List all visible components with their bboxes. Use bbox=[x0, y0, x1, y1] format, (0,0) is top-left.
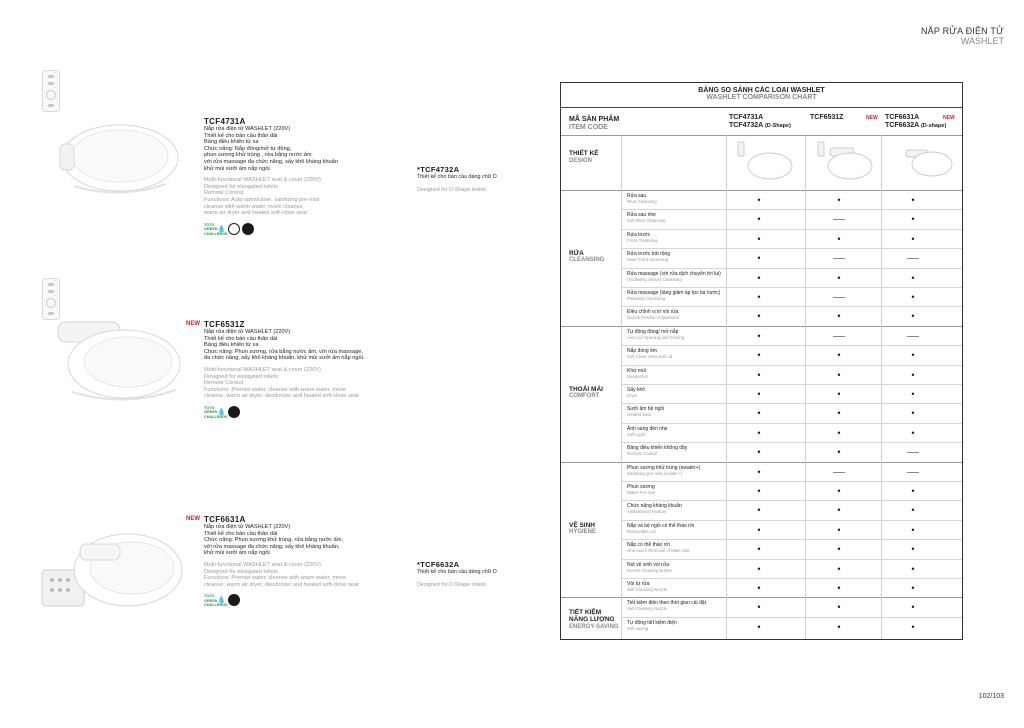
feature-name-vi: Sưởi ấm bệ ngồi bbox=[627, 406, 665, 413]
product-description-vi bbox=[204, 126, 384, 172]
feature-available-dot: • bbox=[757, 505, 761, 516]
column-code-2: TCF6632A bbox=[885, 122, 919, 129]
feature-available-dot: • bbox=[757, 272, 761, 283]
category-name-en: HYGIENE bbox=[569, 529, 597, 536]
category-label bbox=[569, 250, 621, 265]
desc-line: Bảng điều khiển từ xa bbox=[204, 342, 259, 349]
feature-name-vi: Khử mùi bbox=[627, 367, 646, 374]
product-code: TCF6631A bbox=[204, 515, 246, 524]
washlet-thumbnail bbox=[896, 140, 956, 184]
feature-label bbox=[627, 426, 732, 437]
page-header bbox=[921, 26, 1004, 46]
feature-name-vi: Rửa sau bbox=[627, 193, 647, 199]
row-divider bbox=[621, 559, 962, 560]
feature-name-en: Heated Seat bbox=[627, 412, 651, 418]
remote-control-image bbox=[42, 70, 60, 112]
column-suffix: (D-Shape) bbox=[764, 123, 791, 129]
auto-lid-icon bbox=[228, 594, 240, 606]
feature-available-dot: • bbox=[757, 408, 761, 419]
feature-name-vi: Vòi tự rửa bbox=[627, 581, 650, 587]
green-challenge-logo: TOTO GREEN CHALLENGE bbox=[204, 222, 228, 236]
feature-available-dot: • bbox=[837, 563, 841, 574]
desc-line: Nắp rửa điện tử WASHLET (220V) bbox=[204, 524, 291, 530]
row-divider bbox=[621, 500, 962, 501]
new-badge: NEW bbox=[186, 321, 200, 327]
d-shape-code: *TCF4732A bbox=[417, 165, 460, 174]
feature-available-dot: • bbox=[757, 427, 761, 438]
d-shape-code: *TCF6632A bbox=[417, 560, 460, 569]
desc-line: Thiết kế cho bàn cầu thân dài bbox=[204, 132, 278, 139]
desc-line: cleanse, warm air dryer, deodorizer and heated soft-close seat bbox=[204, 393, 359, 400]
desc-line: Nắp rửa điện tử WASHLET (220V) bbox=[204, 126, 291, 132]
chart-title-vi: BẢNG SO SÁNH CÁC LOẠI WASHLET bbox=[698, 87, 825, 94]
feature-available-dot: • bbox=[757, 369, 761, 380]
auto-lid-icon bbox=[242, 223, 254, 235]
feature-available-dot: • bbox=[911, 195, 915, 205]
category-name-vi: VỆ SINH bbox=[569, 521, 596, 529]
desc-line: phun sương khử trùng , rửa bằng nước ấm bbox=[204, 152, 312, 159]
product-description-en bbox=[204, 562, 384, 588]
feature-available-dot: • bbox=[757, 389, 761, 399]
desc-line: Multi-functional WASHLET seat & cover (220V) bbox=[204, 561, 321, 568]
row-divider bbox=[621, 306, 962, 307]
feature-label bbox=[627, 232, 732, 243]
green-challenge-logo: TOTO GREEN CHALLENGE bbox=[204, 594, 228, 608]
desc-line: khử mùi sưởi ấm nắp ngồi. bbox=[204, 165, 272, 172]
design-label-en: DESIGN bbox=[569, 157, 593, 164]
feature-name-vi: Nắp đóng êm bbox=[627, 348, 658, 355]
product-code: TCF6531Z bbox=[204, 320, 245, 329]
product-description-vi bbox=[204, 329, 384, 362]
d-shape-desc-vi: Thiết kế cho bàn cầu dáng chữ D bbox=[417, 174, 497, 180]
row-divider bbox=[621, 268, 962, 269]
feature-available-dot: • bbox=[757, 253, 761, 264]
chart-title-en: WASHLET COMPARISON CHART bbox=[706, 94, 817, 101]
feature-label bbox=[627, 523, 732, 534]
feature-name-vi: Nắp và bệ ngồi có thể tháo rời bbox=[627, 522, 695, 529]
chart-divider bbox=[561, 107, 962, 108]
desc-line: Designed for elongated toilets bbox=[204, 373, 279, 380]
feature-available-dot: • bbox=[757, 447, 761, 458]
feature-available-dot: • bbox=[911, 563, 915, 574]
feature-name-vi: Phun sương bbox=[627, 484, 655, 490]
row-divider bbox=[621, 481, 962, 482]
row-divider bbox=[621, 423, 962, 424]
feature-name-en: Wide Front Cleansing bbox=[627, 257, 669, 263]
feature-icons bbox=[204, 594, 384, 608]
desc-line: với rửa massage đa chức năng, sấy khô kháng khuẩn, bbox=[204, 543, 340, 550]
category-name-en: CLEANSING bbox=[569, 257, 605, 264]
new-badge: NEW bbox=[866, 115, 878, 121]
category-name-vi: TIẾT KIỆM NĂNG LƯỢNG bbox=[569, 608, 615, 624]
feature-available-dot: • bbox=[837, 369, 841, 380]
feature-label bbox=[627, 251, 732, 262]
feature-available-dot: • bbox=[837, 486, 841, 496]
desc-line: Chức năng: Phun sương, rửa bằng nước ấm, với rửa massage, bbox=[204, 348, 363, 355]
header-title-en: WASHLET bbox=[960, 36, 1004, 46]
feature-name-en: Front Cleansing bbox=[627, 237, 658, 243]
desc-line: Designed for elongated toilets bbox=[204, 568, 279, 575]
new-badge: NEW bbox=[943, 115, 955, 121]
feature-name-vi: Điều chỉnh vị trí vòi rửa bbox=[627, 309, 679, 316]
feature-name-vi: Rửa massage (tăng giảm áp lực tia nước) bbox=[627, 290, 721, 296]
feature-unavailable-dash bbox=[833, 472, 845, 473]
feature-available-dot: • bbox=[757, 311, 761, 322]
feature-available-dot: • bbox=[757, 563, 761, 574]
feature-available-dot: • bbox=[837, 389, 841, 399]
feature-available-dot: • bbox=[911, 583, 915, 593]
desc-line: khử mùi sưởi ấm nắp ngồi. bbox=[204, 550, 272, 557]
feature-available-dot: • bbox=[911, 408, 915, 419]
feature-name-vi: Chức năng kháng khuẩn bbox=[627, 503, 682, 510]
product-description-en bbox=[204, 367, 384, 400]
feature-name-vi: Bảng điều khiển không dây bbox=[627, 445, 688, 452]
row-divider bbox=[621, 539, 962, 540]
feature-name-vi: Ánh sáng đèn nhẹ bbox=[627, 425, 668, 432]
feature-label bbox=[627, 309, 732, 320]
feature-name-en: Soft Close Seat and Lid bbox=[627, 354, 673, 360]
product-description-en bbox=[204, 177, 384, 217]
feature-name-vi: Phun sương khử trùng (ewater+) bbox=[627, 464, 701, 471]
feature-available-dot: • bbox=[757, 486, 761, 496]
feature-name-en: Nozzle Cleaning Button bbox=[627, 567, 672, 573]
feature-name-en: Removable Lid bbox=[627, 528, 656, 534]
feature-label bbox=[627, 620, 732, 631]
item-code-vi: MÃ SẢN PHẨM bbox=[569, 116, 620, 123]
feature-name-en: Water Pre-mist bbox=[627, 490, 656, 495]
feature-available-dot: • bbox=[757, 583, 761, 593]
feature-unavailable-dash bbox=[907, 452, 919, 453]
feature-label bbox=[627, 271, 732, 282]
feature-name-en: Antibacterial Feature bbox=[627, 509, 667, 515]
column-header-3 bbox=[885, 114, 946, 130]
row-divider bbox=[621, 578, 962, 579]
feature-available-dot: • bbox=[837, 621, 841, 632]
category-label bbox=[569, 386, 621, 401]
desc-line: Bảng điều khiển từ xa bbox=[204, 139, 259, 146]
desc-line: warm air dryer and heated soft-close seat bbox=[204, 210, 307, 217]
feature-name-vi: Nút vệ sinh vòi rửa bbox=[627, 561, 669, 568]
category-name-en: ENERGY-SAVING bbox=[569, 623, 619, 630]
column-divider bbox=[726, 135, 727, 639]
page-number: 102/103 bbox=[978, 693, 1004, 700]
row-divider bbox=[621, 384, 962, 385]
feature-label bbox=[627, 484, 732, 495]
desc-line: Thiết kế cho bàn cầu thân dài bbox=[204, 335, 278, 342]
item-code-en: ITEM CODE bbox=[569, 124, 608, 131]
washlet-thumbnail bbox=[736, 140, 796, 184]
washlet-seat-image bbox=[54, 114, 184, 194]
feature-label bbox=[627, 212, 732, 223]
feature-unavailable-dash bbox=[907, 258, 919, 259]
item-code-label bbox=[569, 116, 619, 132]
design-label-vi: THIẾT KẾ bbox=[569, 150, 599, 157]
design-label bbox=[569, 150, 621, 165]
desc-line: Thiết kế cho bàn cầu thân dài bbox=[204, 530, 278, 537]
feature-available-dot: • bbox=[911, 311, 915, 322]
desc-line: cleanse with warm water, move cleanse, bbox=[204, 203, 305, 210]
feature-unavailable-dash bbox=[833, 219, 845, 220]
product-text bbox=[204, 515, 384, 608]
row-divider bbox=[621, 520, 962, 521]
auto-lid-icon bbox=[228, 406, 240, 418]
feature-name-en: Self-Cleaning Nozzle bbox=[627, 606, 668, 612]
green-challenge-logo: TOTO GREEN CHALLENGE bbox=[204, 405, 228, 419]
desc-line: Multi-functional WASHLET seat & cover (220V) bbox=[204, 366, 321, 373]
row-divider bbox=[621, 403, 962, 404]
water-drop-icon: 💧 bbox=[217, 225, 226, 233]
feature-label bbox=[627, 562, 732, 573]
feature-name-en: Remote Control bbox=[627, 451, 658, 457]
feature-label bbox=[627, 600, 732, 611]
column-code: TCF4731A bbox=[729, 114, 764, 121]
row-divider bbox=[621, 248, 962, 249]
feature-unavailable-dash bbox=[833, 297, 845, 298]
feature-available-dot: • bbox=[837, 408, 841, 419]
feature-available-dot: • bbox=[837, 524, 841, 535]
chart-title bbox=[561, 87, 962, 102]
column-divider bbox=[881, 135, 882, 639]
feature-name-vi: Nắp có thể tháo rời bbox=[627, 542, 670, 549]
feature-unavailable-dash bbox=[907, 336, 919, 337]
feature-label bbox=[627, 387, 732, 398]
feature-label bbox=[627, 503, 732, 514]
new-badge: NEW bbox=[186, 516, 200, 522]
feature-unavailable-dash bbox=[833, 336, 845, 337]
feature-label bbox=[627, 581, 732, 592]
column-header-1 bbox=[729, 114, 791, 130]
feature-available-dot: • bbox=[837, 272, 841, 283]
feature-available-dot: • bbox=[837, 583, 841, 593]
feature-label bbox=[627, 445, 732, 456]
feature-available-dot: • bbox=[911, 544, 915, 555]
feature-name-en: Self-Cleaning Nozzle bbox=[627, 587, 668, 592]
feature-label bbox=[627, 406, 732, 417]
category-label bbox=[569, 609, 621, 632]
comparison-chart bbox=[560, 82, 963, 640]
feature-available-dot: • bbox=[837, 233, 841, 244]
remote-control-image bbox=[42, 278, 60, 320]
desc-line: Designed for elongated toilets bbox=[204, 183, 279, 190]
washlet-seat-image bbox=[54, 316, 184, 402]
feature-available-dot: • bbox=[911, 524, 915, 535]
feature-available-dot: • bbox=[757, 214, 761, 225]
feature-name-vi: Tự động tiết kiệm điện bbox=[627, 619, 677, 626]
category-name-vi: RỬA bbox=[569, 249, 584, 257]
feature-available-dot: • bbox=[911, 389, 915, 399]
feature-name-en: Deodorizer bbox=[627, 373, 649, 379]
feature-unavailable-dash bbox=[833, 258, 845, 259]
feature-label bbox=[627, 368, 732, 379]
feature-name-vi: Tiết kiệm điện theo thời gian cài đặt bbox=[627, 600, 706, 607]
water-drop-icon: 💧 bbox=[217, 597, 226, 605]
feature-available-dot: • bbox=[911, 505, 915, 516]
feature-name-vi: Tự động đóng/ mở nắp bbox=[627, 328, 679, 335]
header-title-vi: NẮP RỬA ĐIỆN TỬ bbox=[920, 26, 1004, 36]
desc-line: Chức năng: Nắp đóng/mở tự động, bbox=[204, 145, 292, 152]
desc-line: Nắp rửa điện tử WASHLET (220V) bbox=[204, 329, 291, 335]
product-text bbox=[204, 320, 384, 420]
feature-name-en: One-touch Removal of Main Unit bbox=[627, 548, 690, 554]
feature-available-dot: • bbox=[757, 602, 761, 613]
row-divider bbox=[621, 287, 962, 288]
feature-icons bbox=[204, 406, 384, 420]
column-code: TCF6631A bbox=[885, 114, 920, 121]
feature-available-dot: • bbox=[837, 544, 841, 555]
feature-available-dot: • bbox=[911, 602, 915, 613]
feature-available-dot: • bbox=[757, 621, 761, 632]
column-code-2: TCF4732A bbox=[729, 122, 763, 129]
feature-name-en: Auto Lid Opening and Closing bbox=[627, 334, 685, 340]
desc-line: Remote Control bbox=[204, 380, 244, 387]
feature-name-en: Oscillating (Move) Cleansing bbox=[627, 276, 682, 282]
product-text bbox=[204, 117, 384, 237]
feature-name-vi: Rửa trước bbox=[627, 231, 651, 238]
feature-available-dot: • bbox=[757, 292, 761, 302]
feature-available-dot: • bbox=[757, 466, 761, 477]
washlet-thumbnail bbox=[816, 140, 876, 184]
feature-name-vi: Rửa massage (với rửa dịch chuyển tới lui) bbox=[627, 270, 721, 277]
feature-available-dot: • bbox=[837, 602, 841, 613]
desc-line: đa chức năng, sấy khô kháng khuẩn, khử mùi sưởi ấm nắp ngồi. bbox=[204, 355, 365, 362]
desc-line: với rửa massage đa chức năng, sấy khô kháng khuẩn bbox=[204, 158, 338, 165]
feature-icons bbox=[204, 223, 384, 237]
feature-available-dot: • bbox=[911, 350, 915, 361]
desc-line: cleanse, warm air dryer, deodorizer and heated soft-close seat bbox=[204, 581, 359, 588]
desc-line: Functions: Premist water, cleanse with warm water, move bbox=[204, 386, 347, 393]
feature-available-dot: • bbox=[911, 292, 915, 302]
d-shape-variant bbox=[417, 560, 537, 588]
d-shape-variant bbox=[417, 165, 537, 193]
feature-name-en: Sanitizing pre-mist (ewater+) bbox=[627, 470, 682, 476]
feature-available-dot: • bbox=[757, 330, 761, 341]
feature-label bbox=[627, 348, 732, 359]
feature-available-dot: • bbox=[837, 427, 841, 438]
row-divider bbox=[621, 345, 962, 346]
feature-available-dot: • bbox=[911, 233, 915, 244]
feature-available-dot: • bbox=[757, 350, 761, 361]
column-header-2 bbox=[810, 114, 843, 122]
feature-available-dot: • bbox=[911, 427, 915, 438]
category-name-en: COMFORT bbox=[569, 393, 600, 400]
column-divider bbox=[805, 135, 806, 639]
category-name-vi: THOẢI MÁI bbox=[569, 385, 603, 393]
feature-label bbox=[627, 290, 732, 301]
feature-name-en: Self-saving bbox=[627, 625, 649, 631]
feature-name-en: Nozzle Position Adjustment bbox=[627, 315, 680, 321]
desc-line: Functions: Premist water, cleanse with warm water, move bbox=[204, 575, 347, 582]
column-suffix: (D-shape) bbox=[920, 123, 947, 129]
desc-line: Multi-functional WASHLET seat & cover (220V) bbox=[204, 177, 321, 184]
feature-label bbox=[627, 542, 732, 553]
feature-name-vi: Rửa sau nhẹ bbox=[627, 212, 656, 219]
d-shape-desc-en: Designed for D-Shape toilets bbox=[417, 186, 486, 193]
feature-available-dot: • bbox=[911, 486, 915, 496]
feature-name-en: Rear Cleansing bbox=[627, 199, 657, 204]
feature-name-en: Pulsating Cleansing bbox=[627, 296, 665, 301]
feature-available-dot: • bbox=[911, 214, 915, 225]
feature-available-dot: • bbox=[837, 505, 841, 516]
row-divider bbox=[621, 617, 962, 618]
feature-name-vi: Rửa trước trải rộng bbox=[627, 251, 671, 258]
product-code: TCF4731A bbox=[204, 117, 246, 126]
feature-label bbox=[627, 329, 732, 340]
category-label bbox=[569, 522, 621, 537]
feature-name-vi: Sấy khô bbox=[627, 387, 646, 393]
feature-available-dot: • bbox=[757, 544, 761, 555]
feature-available-dot: • bbox=[911, 272, 915, 283]
feature-label bbox=[627, 193, 732, 204]
feature-available-dot: • bbox=[757, 524, 761, 535]
desc-line: Remote Control bbox=[204, 190, 244, 197]
ewater-icon bbox=[228, 223, 240, 235]
row-divider bbox=[621, 209, 962, 210]
d-shape-desc-vi: Thiết kế cho bàn cầu dáng chữ D bbox=[417, 569, 497, 575]
feature-name-en: Dryer bbox=[627, 393, 638, 398]
feature-label bbox=[627, 465, 732, 476]
feature-available-dot: • bbox=[837, 350, 841, 361]
column-divider bbox=[621, 135, 622, 639]
feature-available-dot: • bbox=[911, 621, 915, 632]
feature-available-dot: • bbox=[757, 233, 761, 244]
feature-available-dot: • bbox=[837, 195, 841, 205]
desc-line: Chức năng: Phun sương khử trùng, rửa bằng nước ấm, bbox=[204, 537, 343, 544]
row-divider bbox=[621, 365, 962, 366]
feature-unavailable-dash bbox=[907, 472, 919, 473]
water-drop-icon: 💧 bbox=[217, 408, 226, 416]
column-code: TCF6531Z bbox=[810, 114, 844, 121]
product-description-vi bbox=[204, 524, 384, 557]
washlet-seat-image bbox=[40, 524, 185, 624]
feature-available-dot: • bbox=[837, 447, 841, 458]
row-divider bbox=[621, 442, 962, 443]
feature-available-dot: • bbox=[837, 311, 841, 322]
feature-name-en: Soft Rear Cleansing bbox=[627, 218, 666, 224]
desc-line: Functions: Auto open/close, sanitizing pre-mist bbox=[204, 196, 320, 203]
row-divider bbox=[621, 229, 962, 230]
feature-available-dot: • bbox=[757, 195, 761, 205]
d-shape-desc-en: Designed for D-Shape toilets bbox=[417, 581, 486, 588]
feature-name-en: Soft Light bbox=[627, 431, 646, 437]
feature-available-dot: • bbox=[911, 369, 915, 380]
